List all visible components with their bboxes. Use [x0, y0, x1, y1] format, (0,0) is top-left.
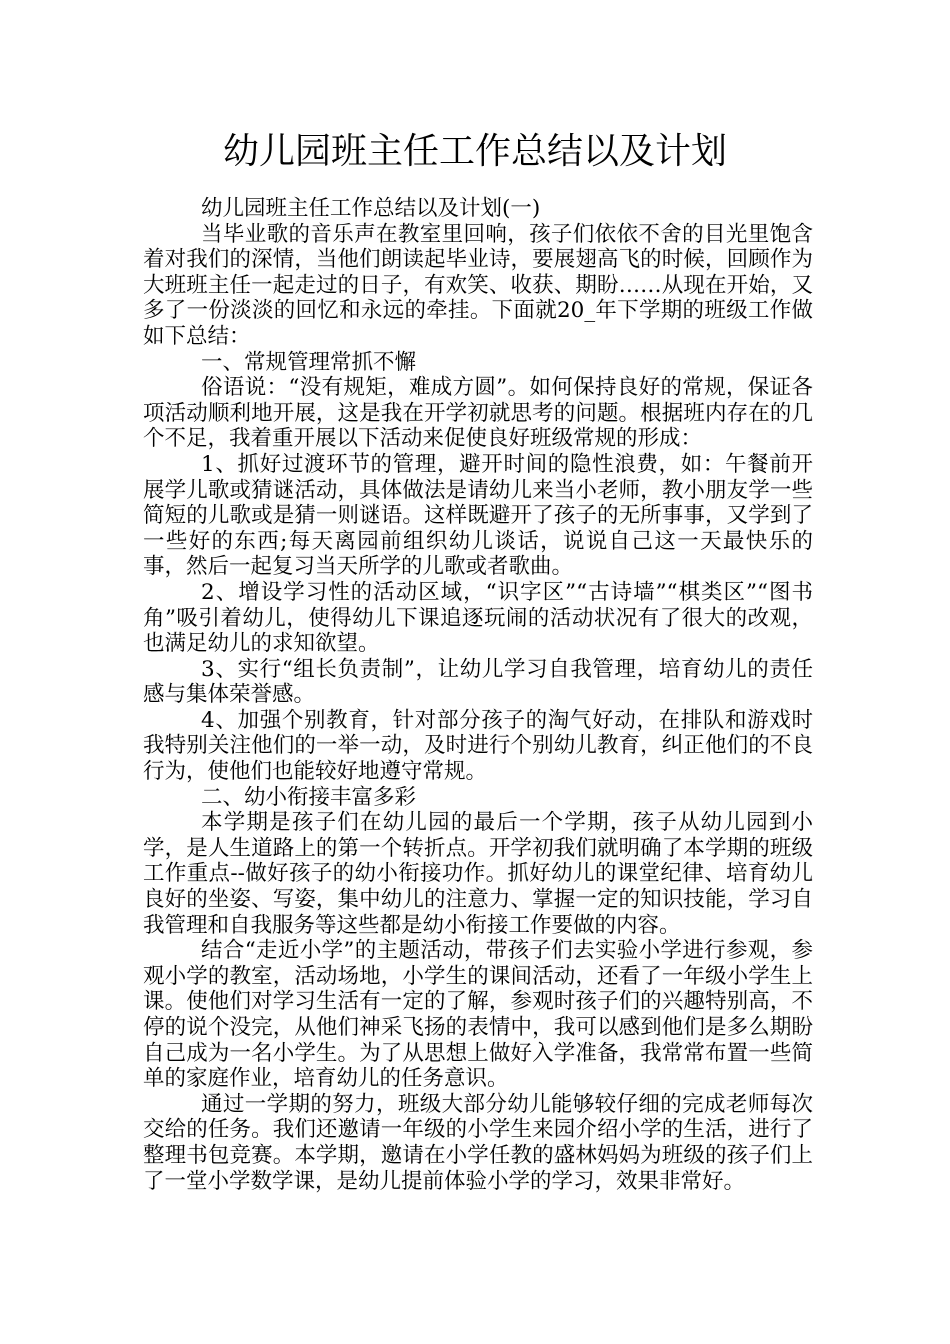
body-paragraph: 通过一学期的努力，班级大部分幼儿能够较仔细的完成老师每次交给的任务。我们还邀请一年级的小学生来园介绍小学的生活，进行了整理书包竞赛。本学期，邀请在小学任教的盛林妈妈为班级的孩子们上了一堂小学数学课，是幼儿提前体验小学的学习，效果非常好。	[143, 1091, 813, 1194]
document-title: 幼儿园班主任工作总结以及计划	[222, 131, 727, 172]
section-heading-1: 一、常规管理常抓不懈	[201, 349, 417, 375]
subtitle-paragraph: 幼儿园班主任工作总结以及计划(一)	[201, 196, 541, 221]
list-item-3: 3、实行“组长负责制”，让幼儿学习自我管理，培育幼儿的责任感与集体荣誉感。	[143, 656, 813, 708]
section-heading-2: 二、幼小衔接丰富多彩	[201, 784, 417, 810]
body-paragraph: 俗语说：“没有规矩，难成方圆”。如何保持良好的常规，保证各项活动顺利地开展，这是我在开学初就思考的问题。根据班内存在的几个不足，我着重开展以下活动来促使良好班级常规的形成：	[143, 375, 813, 452]
body-paragraph: 本学期是孩子们在幼儿园的最后一个学期，孩子从幼儿园到小学，是人生道路上的第一个转折点。开学初我们就明确了本学期的班级工作重点--做好孩子的幼小衔接功作。抓好幼儿的课堂纪律、培育幼儿良好的坐姿、写姿，集中幼儿的注意力、掌握一定的知识技能，学习自我管理和自我服务等这些都是幼小衔接工作要做的内容。	[143, 810, 813, 938]
list-item-1: 1、抓好过渡环节的管理，避开时间的隐性浪费，如：午餐前开展学儿歌或猜谜活动，具体做法是请幼儿来当小老师，教小朋友学一些简短的儿歌或是猜一则谜语。这样既避开了孩子的无所事事，又学到了一些好的东西;每天离园前组织幼儿谈话，说说自己这一天最快乐的事，然后一起复习当天所学的儿歌或者歌曲。	[143, 451, 813, 580]
body-paragraph: 结合“走近小学”的主题活动，带孩子们去实验小学进行参观，参观小学的教室，活动场地，小学生的课间活动，还看了一年级小学生上课。使他们对学习生活有一定的了解，参观时孩子们的兴趣特别高，不停的说个没完，从他们神采飞扬的表情中，我可以感到他们是多么期盼自己成为一名小学生。为了从思想上做好入学准备，我常常布置一些简单的家庭作业，培育幼儿的任务意识。	[143, 938, 813, 1092]
intro-paragraph: 当毕业歌的音乐声在教室里回响，孩子们依依不舍的目光里饱含着对我们的深情，当他们朗读起毕业诗，要展翅高飞的时候，回顾作为大班班主任一起走过的日子，有欢笑、收获、期盼……从现在开始，又多了一份淡淡的回忆和永远的牵挂。下面就20_年下学期的班级工作做如下总结：	[143, 221, 813, 349]
document-body	[143, 196, 813, 1194]
list-item-4: 4、加强个别教育，针对部分孩子的淘气好动，在排队和游戏时我特别关注他们的一举一动，及时进行个别幼儿教育，纠正他们的不良行为，使他们也能较好地遵守常规。	[143, 707, 813, 785]
list-item-2: 2、增设学习性的活动区域，“识字区”“古诗墙”“棋类区”“图书角”吸引着幼儿，使得幼儿下课追逐玩闹的活动状况有了很大的改观，也满足幼儿的求知欲望。	[143, 579, 813, 657]
